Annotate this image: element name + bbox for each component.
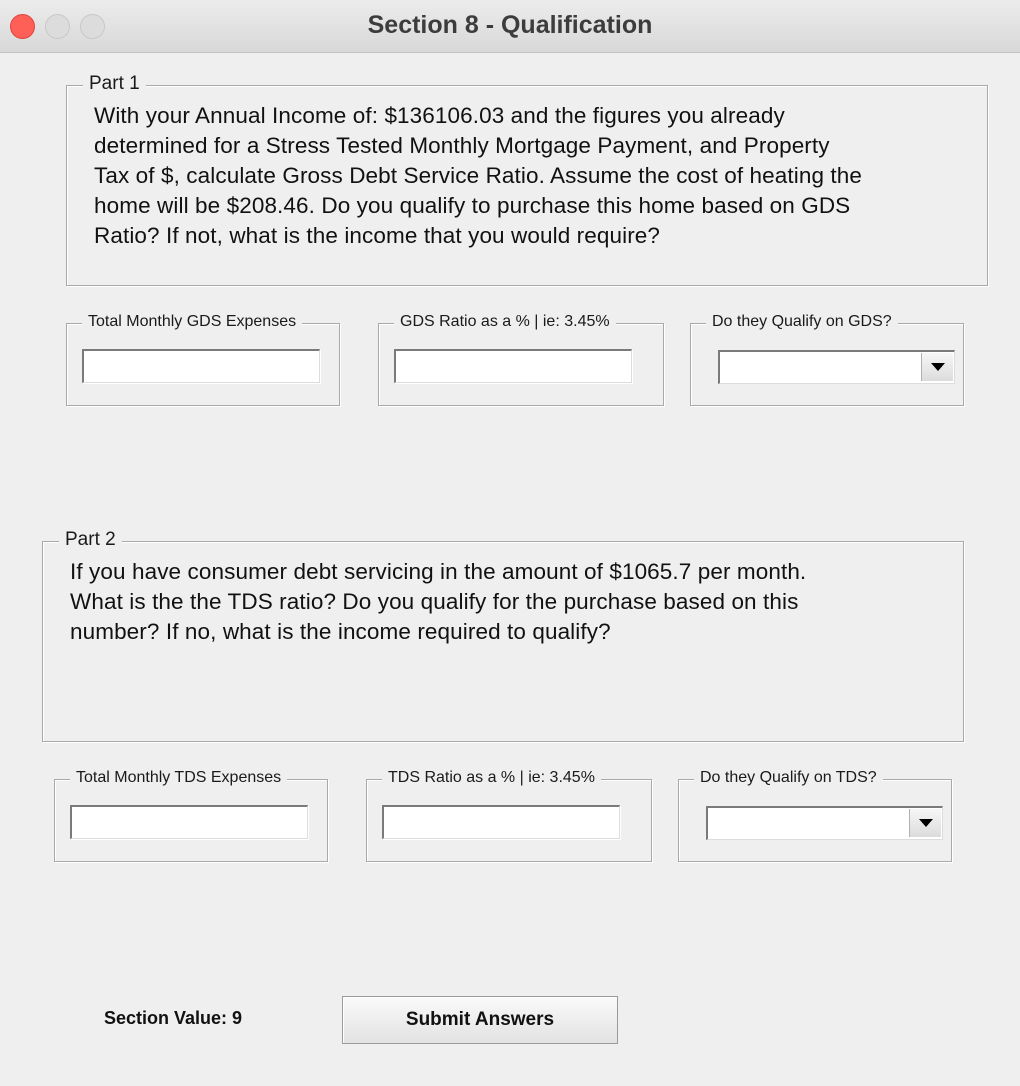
part2-line: If you have consumer debt servicing in the amount of $1065.7 per month. [70, 559, 807, 584]
title-bar [0, 0, 1020, 53]
gds-qualify-label: Do they Qualify on GDS? [706, 313, 898, 331]
tds-ratio-input[interactable] [382, 805, 620, 839]
gds-expenses-label: Total Monthly GDS Expenses [82, 313, 302, 331]
tds-ratio-label: TDS Ratio as a % | ie: 3.45% [382, 769, 601, 787]
part2-question [70, 557, 806, 647]
submit-answers-button[interactable]: Submit Answers [342, 996, 618, 1044]
section-value: Section Value: 9 [104, 1008, 243, 1028]
tds-qualify-label: Do they Qualify on TDS? [694, 769, 883, 787]
tds-expenses-label: Total Monthly TDS Expenses [70, 769, 287, 787]
gds-expenses-input[interactable] [82, 349, 320, 383]
part1-line: home will be $208.46. Do you qualify to purchase this home based on GDS [94, 193, 851, 218]
part2-line: What is the the TDS ratio? Do you qualify for the purchase based on this [70, 589, 799, 614]
part1-line: Ratio? If not, what is the income that you would require? [94, 223, 661, 248]
part2-line: number? If no, what is the income required to qualify? [70, 619, 611, 644]
part2-label: Part 2 [59, 529, 122, 551]
gds-ratio-label: GDS Ratio as a % | ie: 3.45% [394, 313, 616, 331]
part1-question [94, 101, 862, 251]
gds-qualify-dropdown[interactable] [718, 350, 955, 384]
part1-line: Tax of $, calculate Gross Debt Service Ratio. Assume the cost of heating the [94, 163, 862, 188]
chevron-down-icon[interactable] [909, 809, 941, 837]
tds-qualify-dropdown[interactable] [706, 806, 943, 840]
part1-line: determined for a Stress Tested Monthly Mortgage Payment, and Property [94, 133, 830, 158]
window-title: Section 8 - Qualification [367, 11, 653, 39]
chevron-down-icon[interactable] [921, 353, 953, 381]
part1-label: Part 1 [83, 73, 146, 95]
tds-expenses-input[interactable] [70, 805, 308, 839]
part1-line: With your Annual Income of: $136106.03 and the figures you already [94, 103, 785, 128]
gds-ratio-input[interactable] [394, 349, 632, 383]
